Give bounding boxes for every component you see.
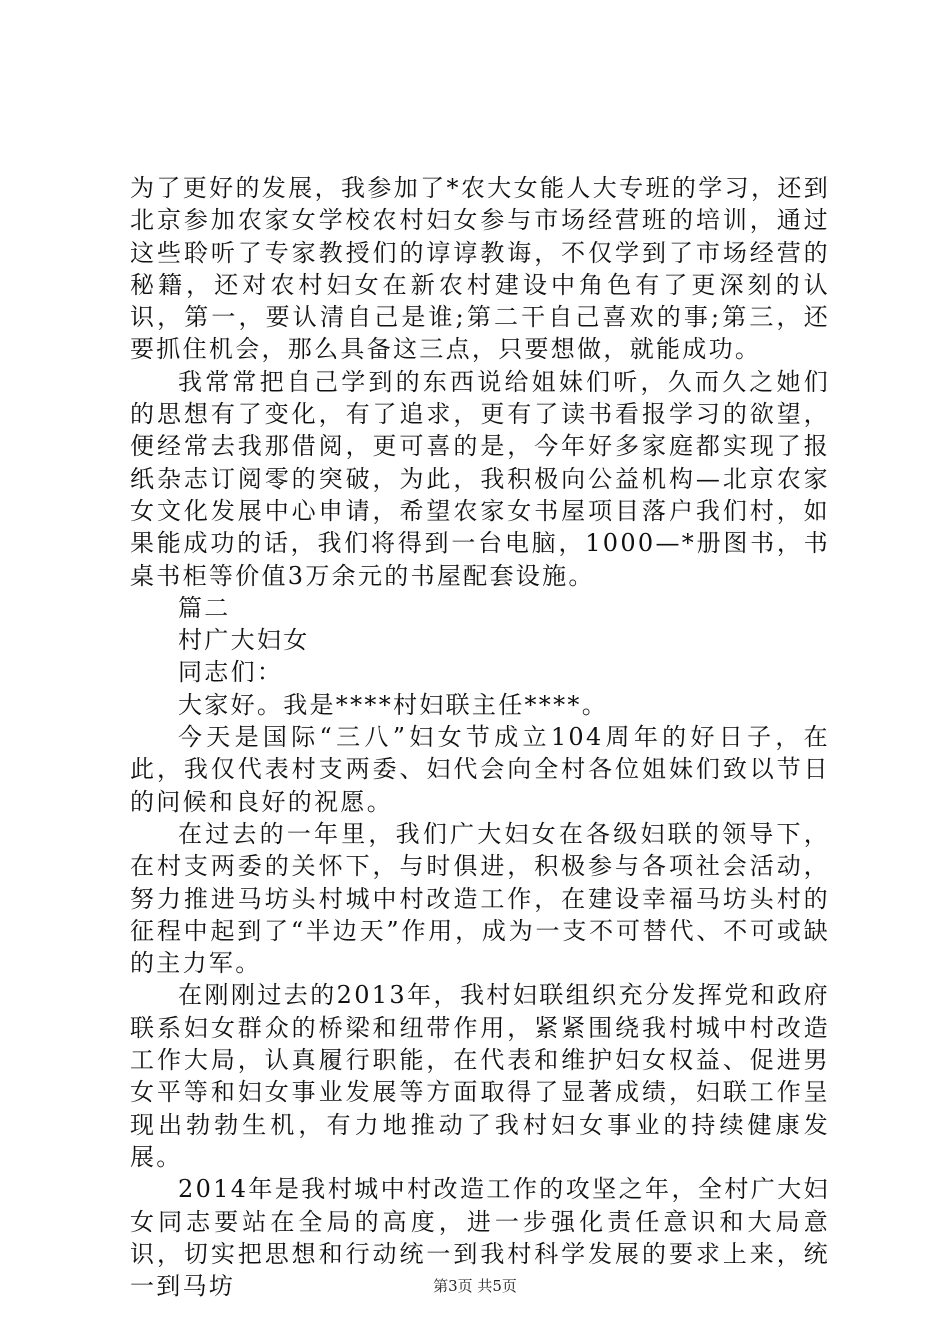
paragraph: 大家好。我是****村妇联主任****。 (178, 690, 608, 719)
paragraph: 我常常把自己学到的东西说给姐妹们听，久而久之她们的思想有了变化，有了追求，更有了读书看报学习的欲望，便经常去我那借阅，更可喜的是，今年好多家庭都实现了报纸杂志订阅零的突破，为此，我积极向公益机构—北京农家女文化发展中心申请，希望农家女书屋项目落户我们村，如果能成功的话，我们将得到一台电脑，1000—*册图书，书桌书柜等价值3万余元的书屋配套设施。 (130, 367, 830, 590)
paragraph: 村广大妇女 (178, 626, 310, 655)
paragraph: 2014年是我村城中村改造工作的攻坚之年，全村广大妇女同志要站在全局的高度，进一步强化责任意识和大局意识，切实把思想和行动统一到我村科学发展的要求上来，统一到马坊 (130, 1175, 830, 1301)
document-body (130, 172, 830, 1302)
paragraph: 为了更好的发展，我参加了*农大女能人大专班的学习，还到北京参加农家女学校农村妇女参与市场经营班的培训，通过这些聆听了专家教授们的谆谆教诲，不仅学到了市场经营的秘籍，还对农村妇女在新农村建设中角色有了更深刻的认识，第一，要认清自己是谁;第二干自己喜欢的事;第三，还要抓住机会，那么具备这三点，只要想做，就能成功。 (130, 174, 830, 364)
paragraph: 在过去的一年里，我们广大妇女在各级妇联的领导下，在村支两委的关怀下，与时俱进，积极参与各项社会活动，努力推进马坊头村城中村改造工作，在建设幸福马坊头村的征程中起到了“半边天”作用，成为一支不可替代、不可或缺的主力军。 (130, 819, 830, 978)
page-footer (0, 1275, 950, 1296)
paragraph: 今天是国际“三八”妇女节成立104周年的好日子，在此，我仅代表村支两委、妇代会向全村各位姐妹们致以节日的问候和良好的祝愿。 (130, 723, 830, 816)
page-number: 第3页 共5页 (433, 1277, 517, 1295)
section-heading: 篇二 (178, 593, 231, 622)
paragraph: 在刚刚过去的2013年，我村妇联组织充分发挥党和政府联系妇女群众的桥梁和纽带作用，紧紧围绕我村城中村改造工作大局，认真履行职能，在代表和维护妇女权益、促进男女平等和妇女事业发展等方面取得了显著成绩，妇联工作呈现出勃勃生机，有力地推动了我村妇女事业的持续健康发展。 (130, 981, 830, 1171)
salutation: 同志们： (178, 658, 284, 687)
